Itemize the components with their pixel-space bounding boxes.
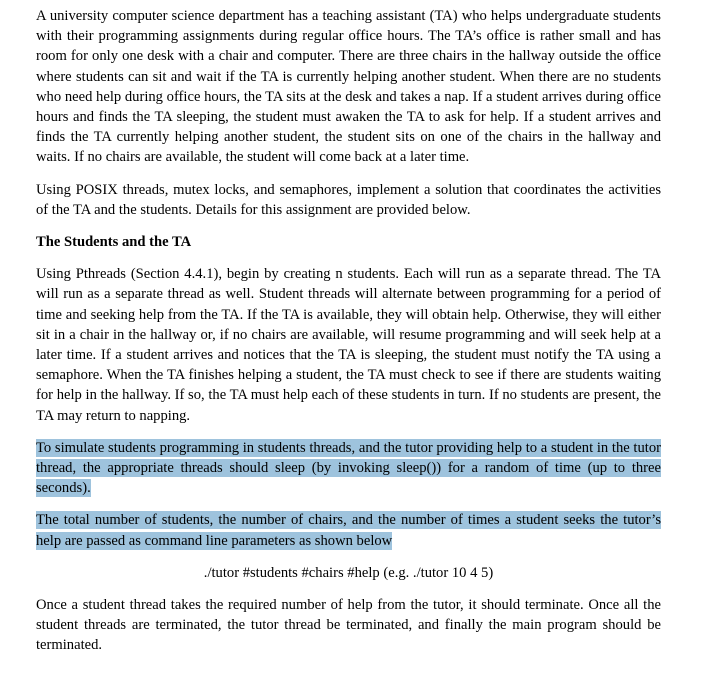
- students-ta-paragraph: Using Pthreads (Section 4.4.1), begin by creating n students. Each will run as a separate thread. The TA will run as a separate thread as well. Student threads will alternate between programming for a period of time and seeking help from the TA. If the TA is available, they will obtain help. Otherwise, they will either sit in a chair in the hallway or, if no chairs are available, will resume programming and will seek help at a later time. If a student arrives and notices that the TA is sleeping, the student must notify the TA using a semaphore. When the TA finishes helping a student, the TA must check to see if there are students waiting for help in the hallway. If so, the TA must help each of these students in turn. If no students are present, the TA may return to napping.: [36, 266, 661, 424]
- parameters-highlight: The total number of students, the number of chairs, and the number of times a student seeks the tutor’s help are passed as command line parameters as shown below: [36, 512, 661, 549]
- section-heading: The Students and the TA: [36, 234, 192, 251]
- task-paragraph: Using POSIX threads, mutex locks, and semaphores, implement a solution that coordinates the activities of the TA and the students. Details for this assignment are provided below.: [36, 181, 661, 218]
- simulate-highlight: To simulate students programming in students threads, and the tutor providing help to a student in the tutor thread, the appropriate threads should sleep (by invoking sleep()) for a random of time (up to three seconds).: [36, 439, 661, 497]
- command-example: ./tutor #students #chairs #help (e.g. ./tutor 10 4 5): [203, 564, 494, 581]
- intro-paragraph: A university computer science department has a teaching assistant (TA) who helps undergraduate students with their programming assignments during regular office hours. The TA’s office is rather small and has room for only one desk with a chair and computer. There are three chairs in the hallway outside the office where students can sit and wait if the TA is currently helping another student. When there are no students who need help during office hours, the TA sits at the desk and takes a nap. If a student arrives during office hours and finds the TA sleeping, the student must awaken the TA to ask for help. If a student arrives and finds the TA currently helping another student, the student sits on one of the chairs in the hallway and waits. If no chairs are available, the student will come back at a later time.: [36, 8, 661, 166]
- termination-paragraph: Once a student thread takes the required number of help from the tutor, it should terminate. Once all the student threads are terminated, the tutor thread be terminated, and finally the main program should be terminated.: [36, 597, 661, 654]
- document-page: [36, 6, 661, 668]
- simulate-paragraph: [36, 438, 661, 499]
- parameters-paragraph: [36, 510, 661, 550]
